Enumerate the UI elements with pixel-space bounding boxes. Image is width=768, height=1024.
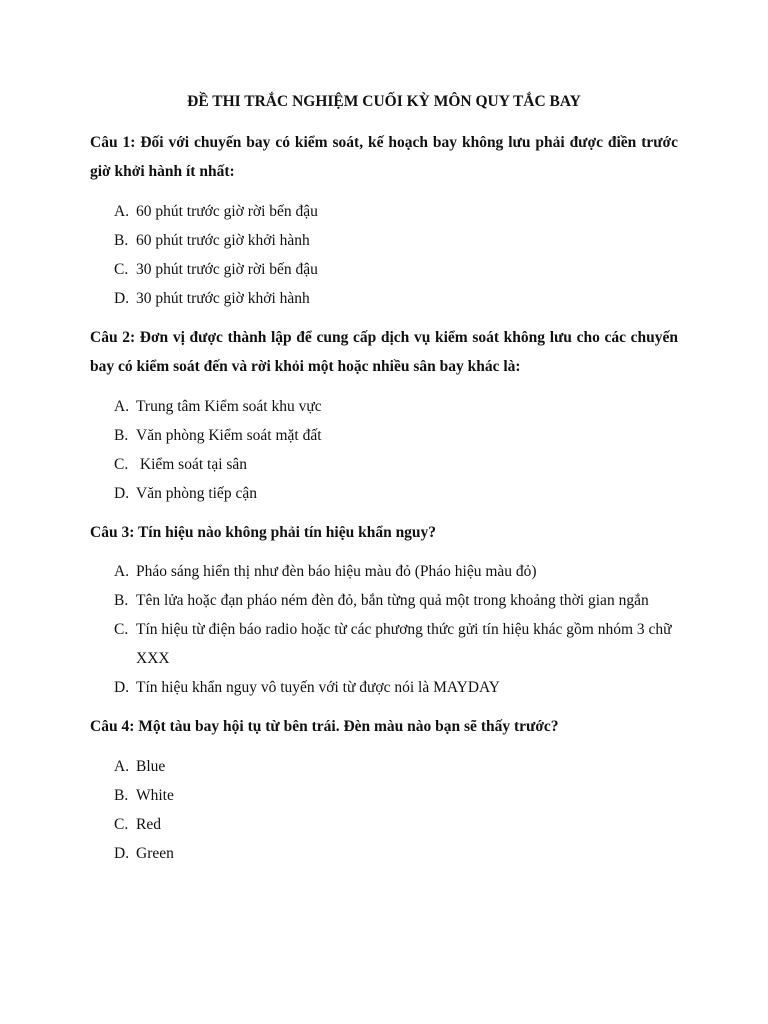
- question-3-option-b: [114, 586, 680, 615]
- option-letter: A.: [114, 203, 130, 220]
- question-1-number: Câu 1:: [90, 134, 136, 151]
- option-text: Văn phòng tiếp cận: [136, 485, 257, 502]
- option-text: 30 phút trước giờ khởi hành: [136, 290, 310, 307]
- option-text: White: [136, 787, 174, 804]
- question-4-heading: [90, 712, 678, 741]
- question-1-option-a: [114, 197, 680, 226]
- option-text: 60 phút trước giờ khởi hành: [136, 232, 310, 249]
- option-text: Blue: [136, 758, 166, 775]
- document-title: ĐỀ THI TRẮC NGHIỆM CUỐI KỲ MÔN QUY TẮC BAY: [187, 93, 581, 110]
- question-2-option-c: [114, 450, 680, 479]
- option-text: Tên lửa hoặc đạn pháo ném đèn đỏ, bắn từng quả một trong khoảng thời gian ngắn: [136, 592, 649, 609]
- option-letter: D.: [114, 679, 130, 696]
- question-4-text: Một tàu bay hội tụ từ bên trái. Đèn màu nào bạn sẽ thấy trước?: [138, 718, 559, 735]
- option-letter: A.: [114, 758, 130, 775]
- question-4-number: Câu 4:: [90, 718, 135, 735]
- option-text: Pháo sáng hiển thị như đèn báo hiệu màu đỏ (Pháo hiệu màu đỏ): [136, 563, 537, 580]
- question-2-option-d: [114, 479, 680, 508]
- option-letter: C.: [114, 621, 129, 638]
- option-letter: C.: [114, 456, 129, 473]
- option-text: 30 phút trước giờ rời bến đậu: [136, 261, 318, 278]
- question-2-option-b: [114, 421, 680, 450]
- question-3-option-a: [114, 557, 680, 586]
- question-4-option-b: [114, 781, 680, 810]
- question-1-option-c: [114, 255, 680, 284]
- question-3-text: Tín hiệu nào không phải tín hiệu khẩn nguy?: [137, 524, 437, 541]
- question-2-heading: [90, 323, 678, 381]
- option-letter: D.: [114, 845, 130, 862]
- option-letter: B.: [114, 787, 129, 804]
- option-letter: A.: [114, 563, 130, 580]
- question-1-text: Đối với chuyến bay có kiểm soát, kế hoạch bay không lưu phải được điền trước giờ khởi hành ít nhất:: [90, 134, 679, 180]
- option-letter: D.: [114, 485, 130, 502]
- option-text: Tín hiệu khẩn nguy vô tuyến với từ được nói là MAYDAY: [136, 679, 500, 696]
- question-3-number: Câu 3:: [90, 524, 135, 541]
- option-letter: B.: [114, 232, 129, 249]
- question-1-heading: [90, 128, 678, 186]
- option-text: Văn phòng Kiểm soát mặt đất: [136, 427, 322, 444]
- question-1-option-d: [114, 284, 680, 313]
- option-letter: B.: [114, 427, 129, 444]
- question-4-option-a: [114, 752, 680, 781]
- option-text: Trung tâm Kiểm soát khu vực: [136, 398, 322, 415]
- option-text: Red: [136, 816, 161, 833]
- question-2-text: Đơn vị được thành lập để cung cấp dịch vụ kiểm soát không lưu cho các chuyến bay có kiểm soát đến và rời khỏi một hoặc nhiều sân bay khác là:: [90, 329, 678, 375]
- option-letter: A.: [114, 398, 130, 415]
- option-text: 60 phút trước giờ rời bến đậu: [136, 203, 318, 220]
- option-letter: D.: [114, 290, 130, 307]
- question-3-heading: [90, 518, 678, 547]
- question-2-option-a: [114, 392, 680, 421]
- question-3-option-c: [114, 615, 680, 673]
- question-2-number: Câu 2:: [90, 329, 136, 346]
- question-4-option-d: [114, 839, 680, 868]
- option-text: Tín hiệu từ điện báo radio hoặc từ các phương thức gửi tín hiệu khác gồm nhóm 3 chữ XXX: [136, 621, 672, 667]
- option-letter: C.: [114, 816, 129, 833]
- option-text: Kiểm soát tại sân: [136, 456, 248, 473]
- question-3-option-d: [114, 673, 680, 702]
- option-letter: B.: [114, 592, 129, 609]
- question-4-option-c: [114, 810, 680, 839]
- option-text: Green: [136, 845, 174, 862]
- option-letter: C.: [114, 261, 129, 278]
- question-1-option-b: [114, 226, 680, 255]
